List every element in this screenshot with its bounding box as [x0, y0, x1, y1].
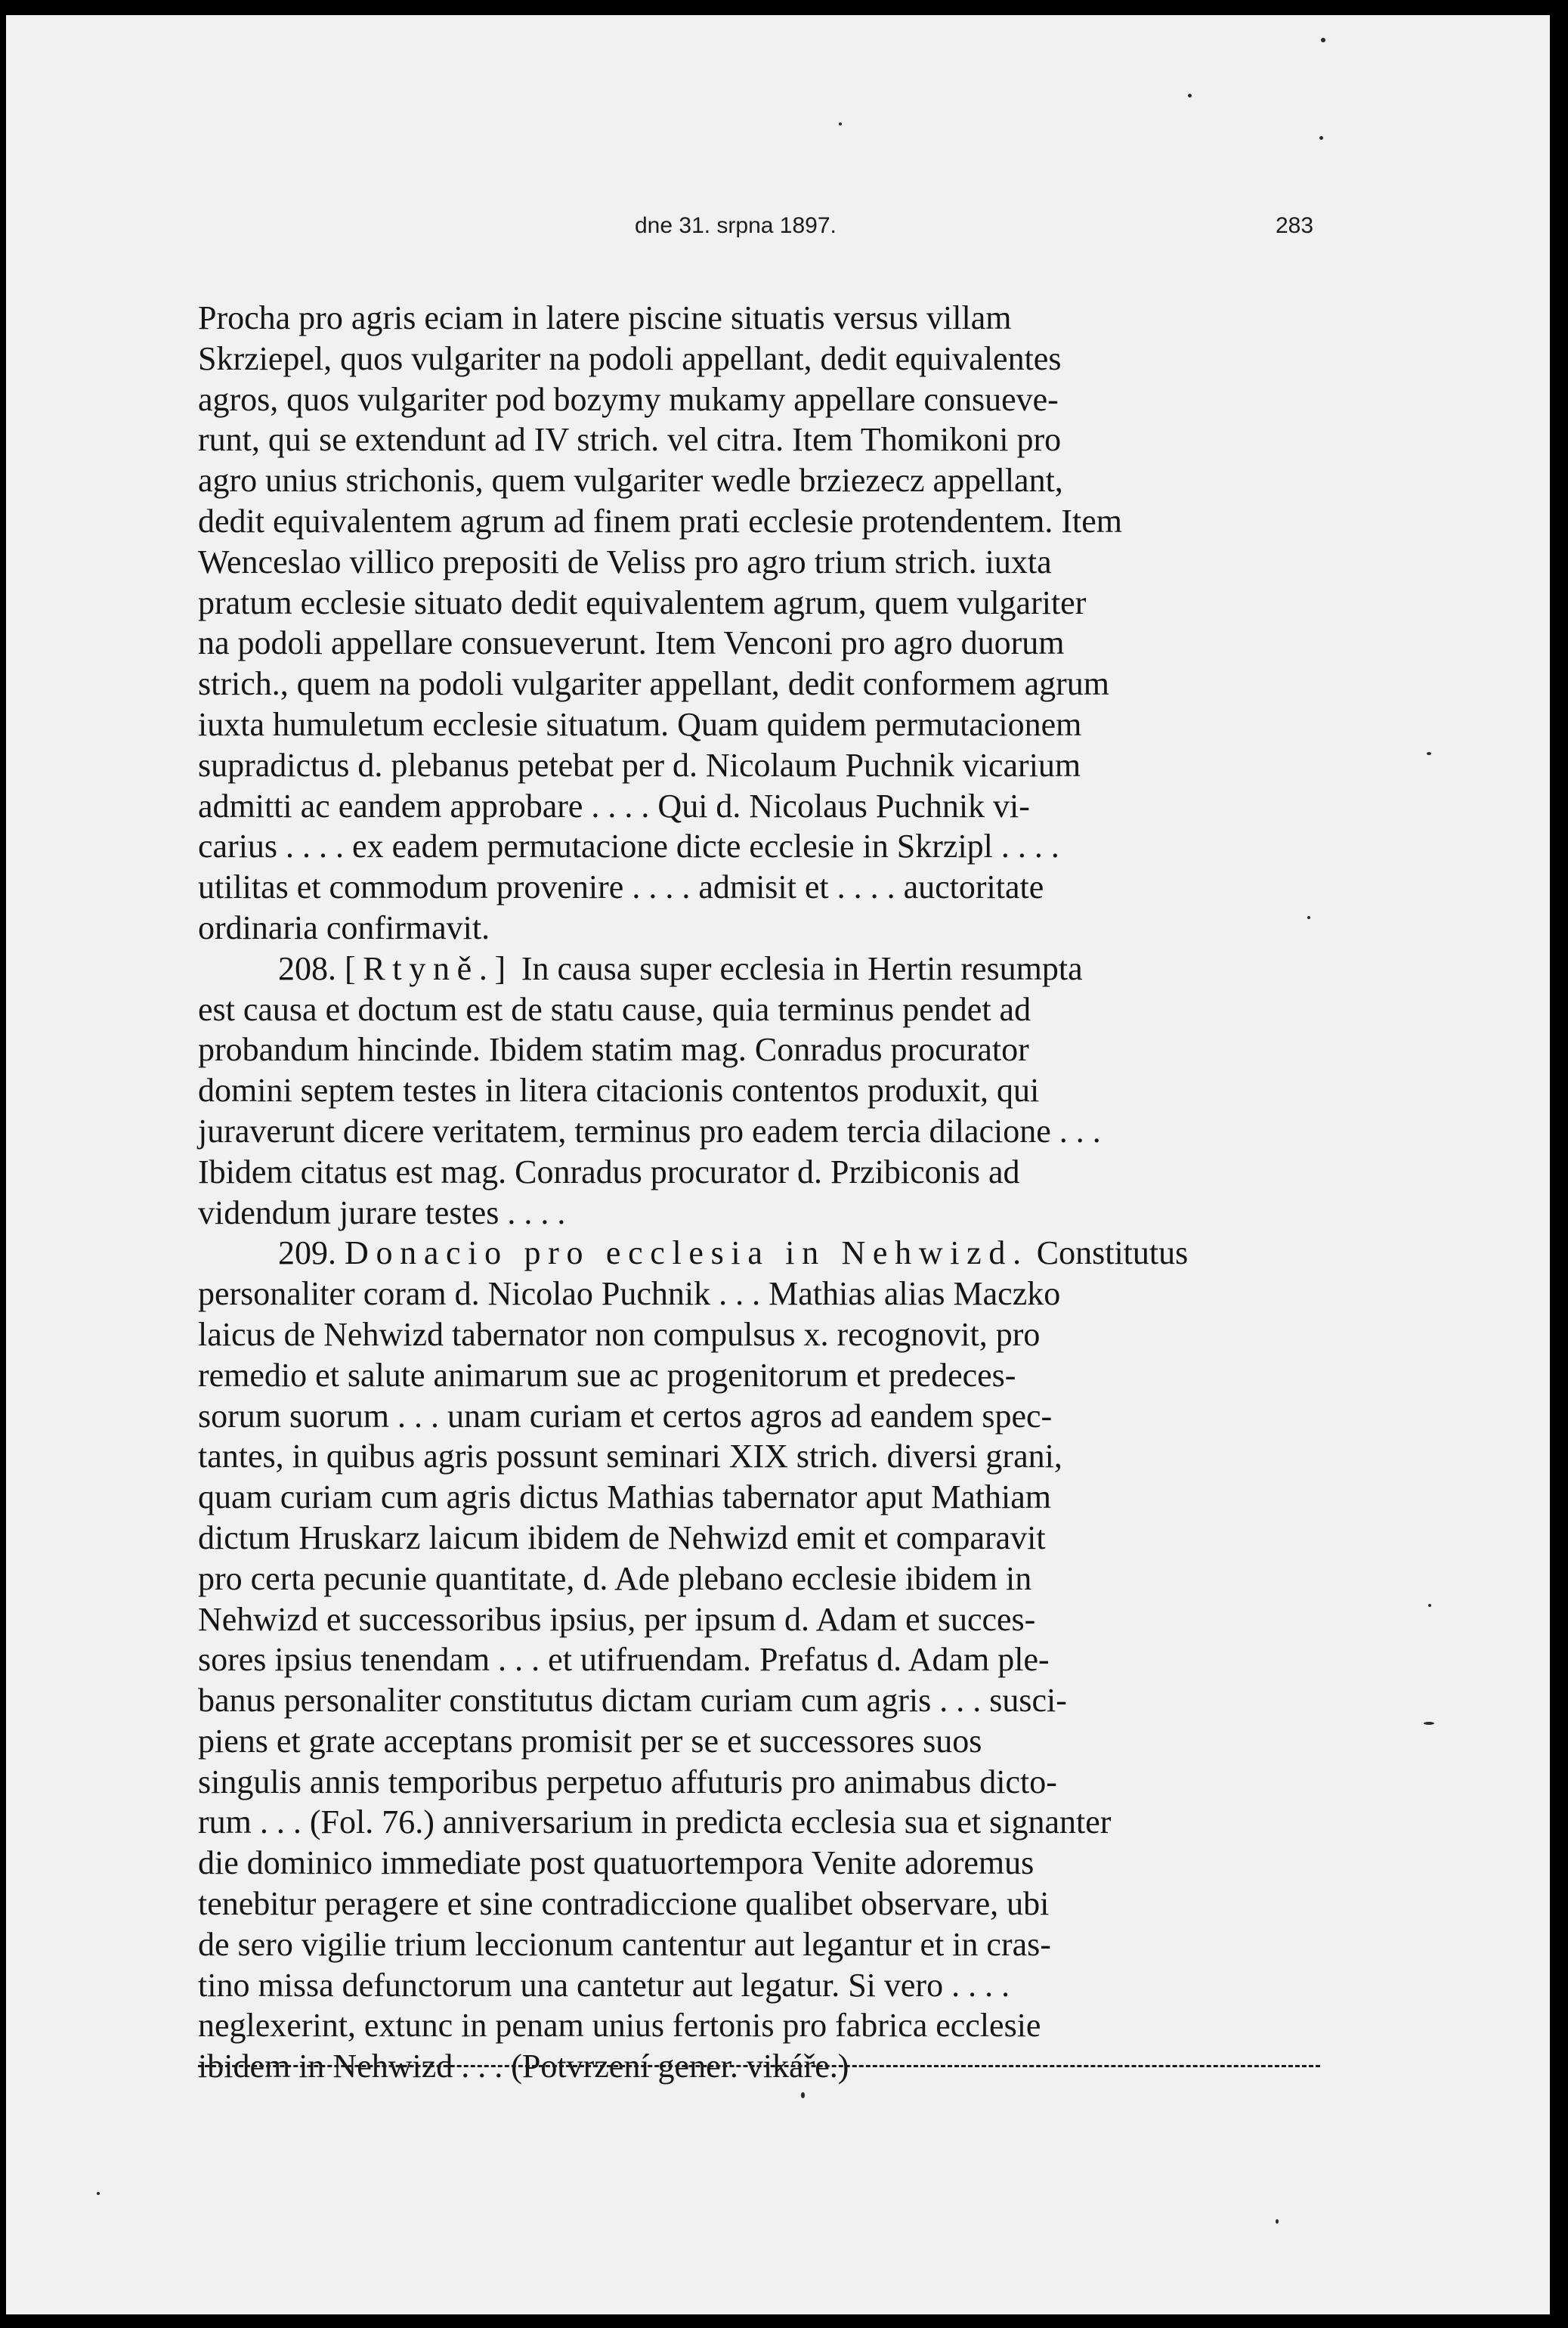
scan-speck	[97, 2192, 100, 2195]
scan-speck	[1321, 38, 1325, 42]
entry-209-number: 209.	[278, 1234, 336, 1272]
scan-speck	[1428, 1604, 1431, 1607]
scan-speck	[1427, 752, 1431, 755]
text-line: pro certa pecunie quantitate, d. Ade plebano ecclesie ibidem in	[198, 1559, 1032, 1597]
text-line: banus personaliter constitutus dictam curiam cum agris . . . susci-	[198, 1682, 1067, 1720]
text-line: Wenceslao villico prepositi de Veliss pro agro trium strich. iuxta	[198, 543, 1052, 580]
text-line: probandum hincinde. Ibidem statim mag. Conradus procurator	[198, 1031, 1029, 1069]
text-line: rum . . . (Fol. 76.) anniversarium in predicta ecclesia sua et signanter	[198, 1803, 1112, 1841]
text-line: runt, qui se extendunt ad IV strich. vel citra. Item Thomikoni pro	[198, 421, 1062, 459]
entry-209-heading: Donacio pro ecclesia in Nehwizd.	[345, 1234, 1028, 1272]
text-line: quam curiam cum agris dictus Mathias tabernator aput Mathiam	[198, 1478, 1052, 1516]
text-line: Ibidem citatus est mag. Conradus procurator d. Przibiconis ad	[198, 1153, 1020, 1190]
text-line: juraverunt dicere veritatem, terminus pro eadem tercia dilacione . . .	[198, 1112, 1101, 1150]
text-line: utilitas et commodum provenire . . . . admisit et . . . . auctoritate	[198, 868, 1044, 906]
dashed-separator-rule	[198, 2065, 1320, 2067]
text-line: videndum jurare testes . . . .	[198, 1193, 566, 1231]
text-line: pratum ecclesie situato dedit equivalentem agrum, quem vulgariter	[198, 584, 1087, 621]
text-line: admitti ac eandem approbare . . . . Qui d. Nicolaus Puchnik vi-	[198, 787, 1030, 825]
text-line: tenebitur peragere et sine contradiccione qualibet observare, ubi	[198, 1885, 1050, 1923]
scan-speck	[1188, 94, 1192, 98]
entry-208-first-line	[198, 949, 1320, 989]
text-line: laicus de Nehwizd tabernator non compulsus x. recognovit, pro	[198, 1315, 1041, 1353]
header-date-title: dne 31. srpna 1897.	[635, 213, 837, 238]
page-number: 283	[1276, 213, 1314, 238]
scanned-page	[6, 15, 1550, 2314]
text-line: dictum Hruskarz laicum ibidem de Nehwizd emit et comparavit	[198, 1518, 1046, 1556]
text-line: die dominico immediate post quatuortempora Venite adoremus	[198, 1844, 1035, 1882]
text-line: carius . . . . ex eadem permutacione dicte ecclesie in Skrzipl . . . .	[198, 828, 1059, 865]
text-line: singulis annis temporibus perpetuo affuturis pro animabus dicto-	[198, 1763, 1057, 1800]
scan-speck	[801, 2092, 805, 2098]
entry-208-heading: [Rtyně.]	[345, 949, 513, 987]
scan-speck	[1276, 2219, 1279, 2224]
entry-209-first-line-text: Constitutus	[1036, 1234, 1189, 1272]
text-line: agro unius strichonis, quem vulgariter wedle brziezecz appellant,	[198, 462, 1063, 500]
scan-speck	[1424, 1722, 1434, 1725]
text-line: strich., quem na podoli vulgariter appellant, dedit conformem agrum	[198, 665, 1109, 703]
text-line: Skrziepel, quos vulgariter na podoli appellant, dedit equivalentes	[198, 339, 1062, 377]
entry-208-number: 208.	[278, 949, 336, 987]
text-line: ibidem in Nehwizd . . . (Potvrzení gener. vikáře.)	[198, 2048, 849, 2085]
body-text	[198, 298, 1320, 2087]
scan-speck	[1307, 916, 1310, 919]
text-line: tantes, in quibus agris possunt seminari XIX strich. diversi grani,	[198, 1438, 1062, 1475]
text-line: ordinaria confirmavit.	[198, 909, 490, 946]
text-line: iuxta humuletum ecclesie situatum. Quam quidem permutacionem	[198, 705, 1082, 743]
entry-209-first-line	[198, 1233, 1320, 1274]
text-line: remedio et salute animarum sue ac progenitorum et predeces-	[198, 1356, 1016, 1394]
text-line: est causa et doctum est de statu cause, quia terminus pendet ad	[198, 990, 1031, 1028]
text-line: personaliter coram d. Nicolao Puchnik . . . Mathias alias Maczko	[198, 1275, 1061, 1313]
text-line: supradictus d. plebanus petebat per d. Nicolaum Puchnik vicarium	[198, 746, 1081, 784]
text-line: na podoli appellare consueverunt. Item Venconi pro agro duorum	[198, 624, 1065, 662]
text-line: Nehwizd et successoribus ipsius, per ipsum d. Adam et succes-	[198, 1600, 1036, 1638]
scan-speck	[1319, 136, 1323, 140]
running-header	[6, 213, 1550, 246]
text-line: piens et grate acceptans promisit per se et successores suos	[198, 1722, 982, 1760]
text-line: sorum suorum . . . unam curiam et certos agros ad eandem spec-	[198, 1397, 1053, 1435]
text-line: neglexerint, extunc in penam unius fertonis pro fabrica ecclesie	[198, 2007, 1041, 2045]
text-line: tino missa defunctorum una cantetur aut legatur. Si vero . . . .	[198, 1966, 1010, 2004]
entry-208-first-line-text: In causa super ecclesia in Hertin resumpta	[521, 949, 1083, 987]
text-line: de sero vigilie trium leccionum cantentur aut legantur et in cras-	[198, 1925, 1051, 1963]
scan-speck	[839, 122, 842, 125]
text-line: sores ipsius tenendam . . . et utifruendam. Prefatus d. Adam ple-	[198, 1641, 1050, 1679]
text-line: dedit equivalentem agrum ad finem prati ecclesie protendentem. Item	[198, 502, 1122, 540]
text-line: agros, quos vulgariter pod bozymy mukamy appellare consueve-	[198, 380, 1059, 418]
text-line: Procha pro agris eciam in latere piscine situatis versus villam	[198, 299, 1012, 336]
text-line: domini septem testes in litera citacionis contentos produxit, qui	[198, 1072, 1040, 1110]
